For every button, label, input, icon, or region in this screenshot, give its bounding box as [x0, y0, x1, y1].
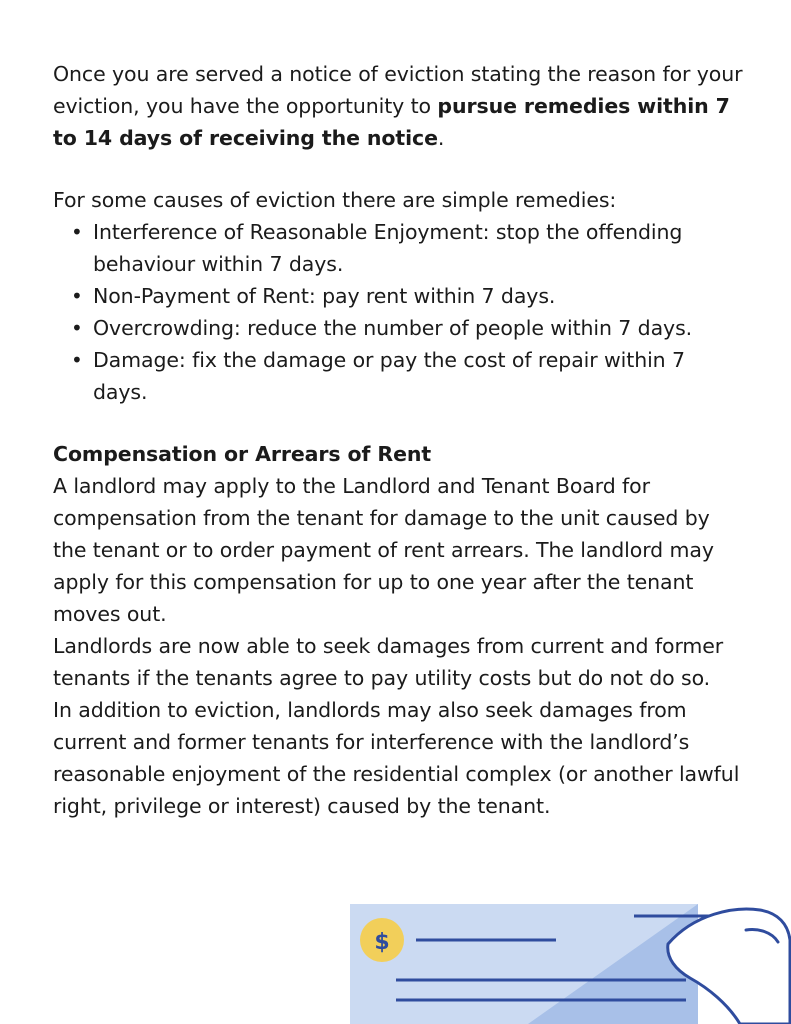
list-item: • Interference of Reasonable Enjoyment: stop the offending behaviour within 7 days. [93, 216, 743, 280]
compensation-paragraph-2: Landlords are now able to seek damages from current and former tenants if the tenants agree to pay utility costs but do not do so. [53, 634, 724, 690]
list-item: • Damage: fix the damage or pay the cost of repair within 7 days. [93, 344, 743, 408]
remedies-intro-paragraph: For some causes of eviction there are simple remedies: [53, 188, 617, 212]
intro-bold-phrase: pursue remedies within 7 to 14 days of receiving the notice [53, 94, 730, 150]
list-item: • Overcrowding: reduce the number of people within 7 days. [93, 312, 743, 344]
intro-text-before-bold: Once you are served a notice of eviction stating the reason for your eviction, you have the opportunity to [53, 62, 743, 118]
intro-paragraph [53, 58, 743, 154]
remedies-list [53, 216, 743, 408]
spacer [53, 154, 743, 184]
spacer [53, 408, 743, 438]
list-item: • Non-Payment of Rent: pay rent within 7 days. [93, 280, 743, 312]
compensation-heading: Compensation or Arrears of Rent [53, 442, 432, 466]
coin-dollar-symbol: $ [374, 930, 390, 955]
illustration-svg [348, 900, 791, 1024]
intro-text-after-bold: . [437, 126, 445, 150]
compensation-paragraph-1: A landlord may apply to the Landlord and Tenant Board for compensation from the tenant for damage to the unit caused by the tenant or to order payment of rent arrears. The landlord may apply for this compensation for up to one year after the tenant moves out. [53, 474, 714, 626]
compensation-paragraph-3: In addition to eviction, landlords may also seek damages from current and former tenants for interference with the landlord’s reasonable enjoyment of the residential complex (or another lawful right, privilege or interest) caused by the tenant. [53, 698, 740, 818]
document-content [53, 58, 743, 822]
cheque-and-hand-illustration [348, 900, 791, 1024]
